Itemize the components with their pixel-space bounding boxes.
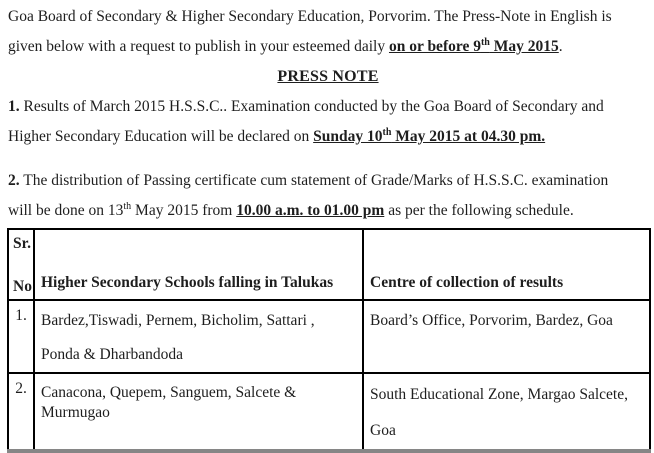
para1-line-1: 1. Results of March 2015 H.S.S.C.. Examination conducted by the Goa Board of Secondary and <box>8 98 604 115</box>
para1-line-2: Higher Secondary Education will be declared on Sunday 10th May 2015 at 04.30 pm. <box>8 126 546 145</box>
row1-schools-line-2: Ponda & Dharbandoda <box>41 346 184 363</box>
results-collection-table <box>7 228 651 453</box>
table-header-row <box>8 229 650 300</box>
header-sr-no-text <box>9 230 33 299</box>
table-row <box>8 373 650 451</box>
row1-centre-line-1: Board’s Office, Porvorim, Bardez, Goa <box>370 312 613 329</box>
header-sr-no <box>8 229 34 300</box>
header-centre-of-collection-text: Centre of collection of results <box>370 274 564 291</box>
press-note-title-line <box>8 62 648 92</box>
press-note-title: PRESS NOTE <box>277 68 379 85</box>
row2-schools-line-2: Murmugao <box>41 404 110 421</box>
row1-schools-cell <box>34 300 363 373</box>
row2-schools-line-1: Canacona, Quepem, Sanguem, Salcete & <box>41 384 297 401</box>
row2-centre-cell <box>363 373 650 451</box>
intro-line-1: Goa Board of Secondary & Higher Secondary Education, Porvorim. The Press-Note in English is <box>8 8 612 25</box>
row1-centre-cell <box>363 300 650 373</box>
row2-centre-line-2: Goa <box>370 422 396 439</box>
table-row <box>8 300 650 373</box>
header-schools-talukas-text: Higher Secondary Schools falling in Talukas <box>41 274 334 291</box>
header-sr-line: Sr. <box>13 235 31 252</box>
row1-schools-line-1: Bardez,Tiswadi, Pernem, Bicholim, Sattari , <box>41 312 315 329</box>
row2-centre-line-1: South Educational Zone, Margao Salcete, <box>370 386 628 403</box>
header-centre-of-collection <box>363 229 650 300</box>
row2-sr-no: 2. <box>8 373 34 451</box>
row1-sr-no: 1. <box>8 300 34 373</box>
intro-line-2: given below with a request to publish in your esteemed daily on or before 9th May 2015. <box>8 36 563 55</box>
header-no-line: No <box>13 278 32 295</box>
para2-line-2: will be done on 13th May 2015 from 10.00 a.m. to 01.00 pm as per the following schedule. <box>8 200 574 219</box>
header-schools-talukas <box>34 229 363 300</box>
row2-schools-cell <box>34 373 363 451</box>
para2-line-1: 2. The distribution of Passing certificate cum statement of Grade/Marks of H.S.S.C. examination <box>8 172 609 189</box>
